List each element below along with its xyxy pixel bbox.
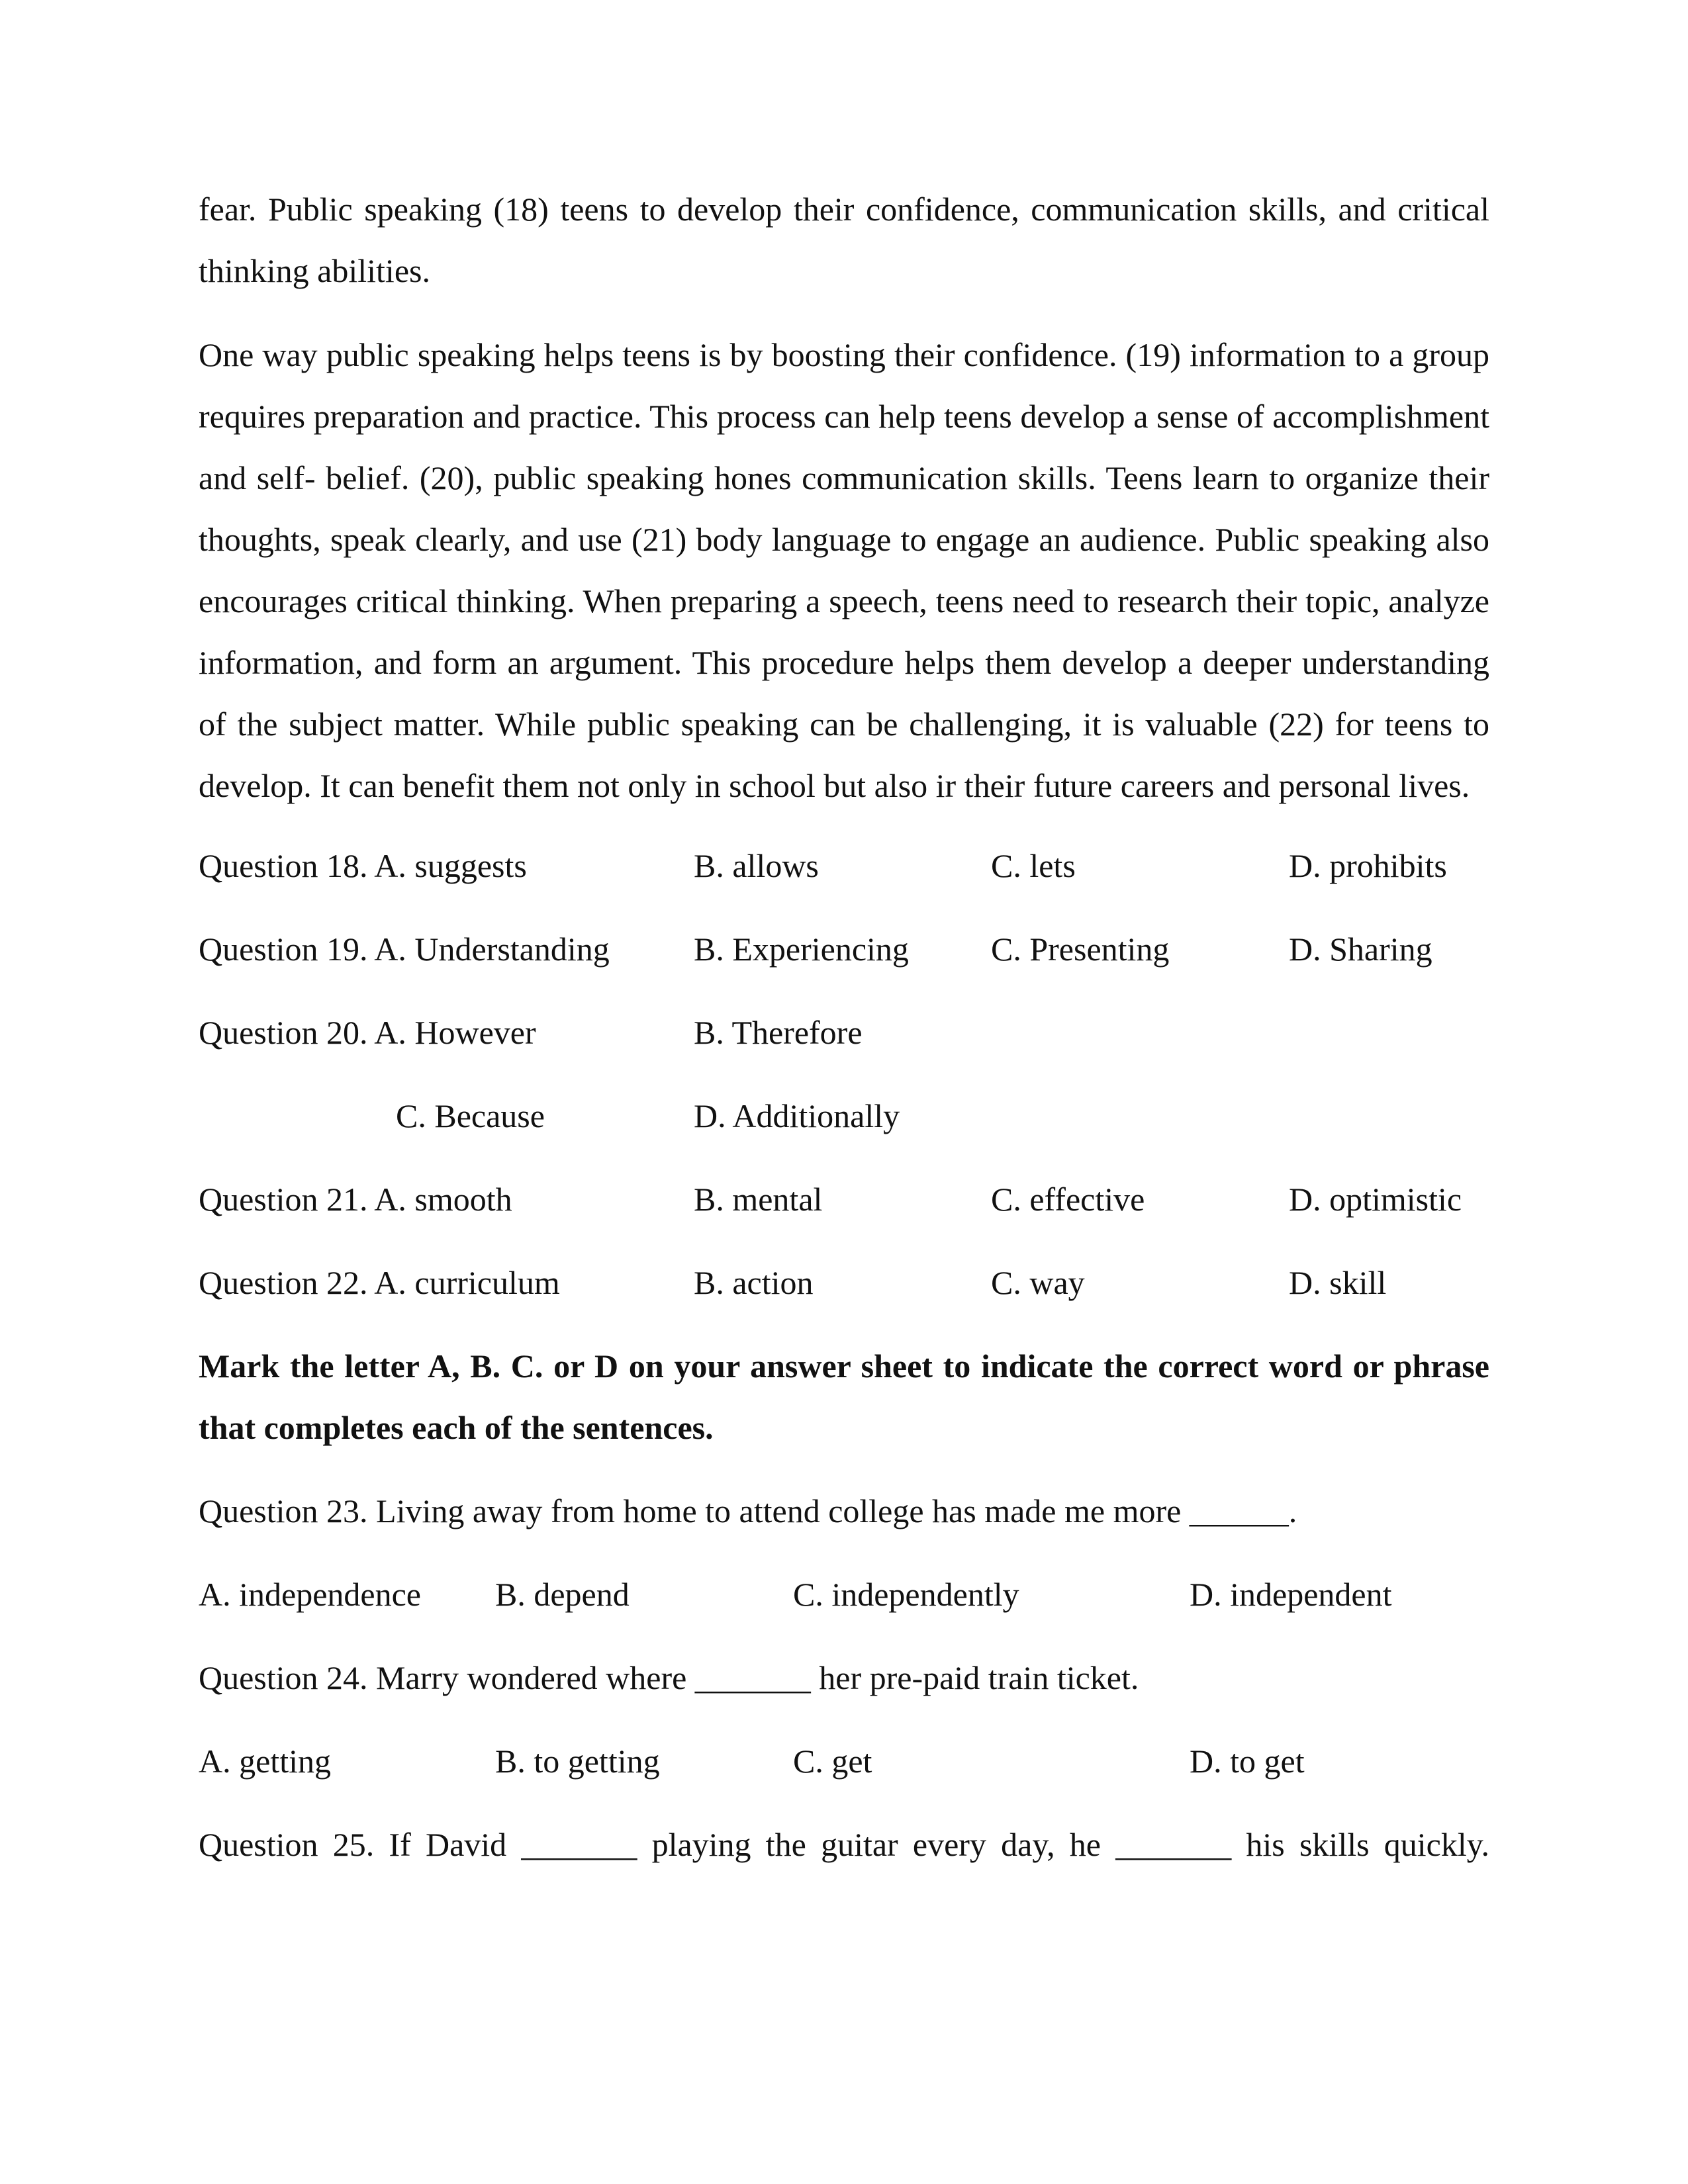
question-22-option-a: Question 22. A. curriculum <box>199 1264 560 1301</box>
question-18-option-d: D. prohibits <box>1289 847 1447 884</box>
question-19-option-d: D. Sharing <box>1289 931 1432 968</box>
question-24-option-b: B. to getting <box>495 1743 660 1780</box>
question-22-option-b: B. action <box>694 1264 814 1301</box>
question-19-option-a: Question 19. A. Understanding <box>199 931 610 968</box>
question-21-row <box>199 1169 1489 1252</box>
question-24-option-a: A. getting <box>199 1743 331 1780</box>
question-20-option-c: C. Because <box>396 1097 545 1134</box>
question-18-row <box>199 835 1489 919</box>
question-22-row <box>199 1252 1489 1336</box>
question-21-option-a: Question 21. A. smooth <box>199 1181 512 1218</box>
question-25-stem: Question 25. If David _______ playing the guitar every day, he _______ his skills quickly. <box>199 1826 1489 1863</box>
document-page <box>199 179 1489 1876</box>
question-19-row <box>199 919 1489 1002</box>
question-19-option-b: B. Experiencing <box>694 931 909 968</box>
question-20-option-a: Question 20. A. However <box>199 1014 536 1051</box>
passage-paragraph-2: One way public speaking helps teens is by boosting their confidence. (19) information to a group requires preparation and practice. This process can help teens develop a sense of accomplishment and self- belief. (20), public speaking hones communication skills. Teens learn to organize their thoughts, speak clearly, and use (21) body language to engage an audience. Public speaking also encourages critical thinking. When preparing a speech, teens need to research their topic, analyze information, and form an argument. This procedure helps them develop a deeper understanding of the subject matter. While public speaking can be challenging, it is valuable (22) for teens to develop. It can benefit them not only in school but also ir their future careers and personal lives. <box>199 336 1489 804</box>
question-18-option-a: Question 18. A. suggests <box>199 847 527 884</box>
question-18-option-b: B. allows <box>694 847 819 884</box>
question-20-option-d: D. Additionally <box>694 1097 900 1134</box>
question-18-option-c: C. lets <box>991 847 1076 884</box>
question-23-option-a: A. independence <box>199 1576 421 1613</box>
question-23-options <box>199 1564 1489 1647</box>
question-19-option-c: C. Presenting <box>991 931 1170 968</box>
question-21-option-c: C. effective <box>991 1181 1145 1218</box>
section-instruction: Mark the letter A, B. C. or D on your answer sheet to indicate the correct word or phrase that completes each of the sentences. <box>199 1347 1489 1446</box>
question-23-stem: Question 23. Living away from home to attend college has made me more ______. <box>199 1492 1297 1529</box>
question-23-option-b: B. depend <box>495 1576 630 1613</box>
question-24-option-d: D. to get <box>1190 1743 1305 1780</box>
question-22-option-d: D. skill <box>1289 1264 1387 1301</box>
question-24-option-c: C. get <box>793 1743 872 1780</box>
question-24-stem: Question 24. Marry wondered where _______ her pre-paid train ticket. <box>199 1659 1139 1696</box>
question-22-option-c: C. way <box>991 1264 1085 1301</box>
question-21-option-d: D. optimistic <box>1289 1181 1462 1218</box>
question-23-option-d: D. independent <box>1190 1576 1392 1613</box>
question-23-option-c: C. independently <box>793 1576 1019 1613</box>
passage-paragraph-1: fear. Public speaking (18) teens to develop their confidence, communication skills, and critical thinking abilities. <box>199 191 1489 289</box>
question-20-option-b: B. Therefore <box>694 1014 863 1051</box>
question-21-option-b: B. mental <box>694 1181 823 1218</box>
question-24-options <box>199 1731 1489 1814</box>
question-20-row-2 <box>199 1085 1489 1169</box>
question-20-row <box>199 1002 1489 1085</box>
